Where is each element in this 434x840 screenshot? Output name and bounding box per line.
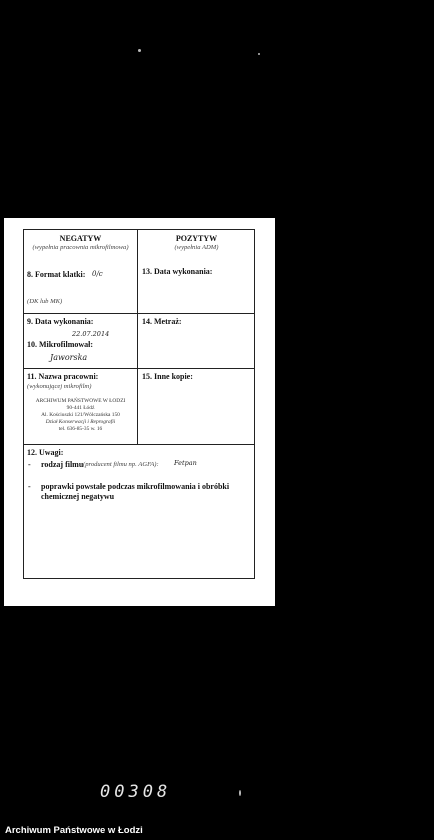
column-divider xyxy=(137,230,138,444)
frame-format-value: 0/c xyxy=(92,270,103,278)
microfilmer-label: 10. Mikrofilmował: xyxy=(27,340,94,349)
film-type-value: Fetpan xyxy=(174,459,197,467)
footage-label: 14. Metraż: xyxy=(142,317,182,326)
film-type-label: rodzaj filmu xyxy=(41,460,84,469)
frame-format-label: 8. Format klatki: xyxy=(27,270,86,279)
remarks-label: 12. Uwagi: xyxy=(27,448,64,457)
positive-date-label: 13. Data wykonania: xyxy=(142,267,213,276)
positive-header-subtitle: (wypełnia ADM) xyxy=(174,244,219,251)
corrections-line-2: chemicznej negatywu xyxy=(41,492,115,501)
microfilm-form xyxy=(23,229,255,579)
microfilmer-signature: Jaworska xyxy=(50,353,88,362)
stamp-line: tel. 636-85-35 w. 16 xyxy=(58,426,103,432)
archive-footer: Archiwum Państwowe w Łodzi xyxy=(5,825,143,836)
frame-counter: 00308 xyxy=(100,782,172,802)
row-divider xyxy=(24,313,255,314)
row-divider xyxy=(24,444,255,445)
positive-header-title: POZYTYW xyxy=(175,234,218,243)
stamp-line: 90-441 Łódź xyxy=(66,405,95,411)
film-type-hint: (producent filmu np. AGFA): xyxy=(83,461,159,468)
bullet: - xyxy=(28,460,31,469)
bullet: - xyxy=(28,482,31,491)
lab-name-hint: (wykonującej mikrofilm) xyxy=(27,383,92,390)
film-speck xyxy=(138,49,141,52)
document-sheet xyxy=(4,218,275,606)
film-speck xyxy=(239,790,241,796)
other-copies-label: 15. Inne kopie: xyxy=(142,372,193,381)
stamp-line: Al. Kościuszki 121/Wólczańska 150 xyxy=(41,412,120,418)
stamp-line: ARCHIWUM PAŃSTWOWE W ŁODZI xyxy=(35,398,126,404)
frame-format-hint: (DK lub MK) xyxy=(27,298,63,305)
lab-name-label: 11. Nazwa pracowni: xyxy=(27,372,99,381)
corrections-line-1: poprawki powstałe podczas mikrofilmowania i obróbki xyxy=(41,482,230,491)
film-speck xyxy=(258,53,260,55)
date-value: 22.07.2014 xyxy=(72,330,110,338)
negative-header-subtitle: (wypełnia pracownia mikrofilmowa) xyxy=(32,244,129,251)
negative-header-title: NEGATYW xyxy=(59,234,102,243)
stamp-line: Dział Konserwacji i Reprografii xyxy=(45,419,116,425)
row-divider xyxy=(24,368,255,369)
date-label: 9. Data wykonania: xyxy=(27,317,94,326)
